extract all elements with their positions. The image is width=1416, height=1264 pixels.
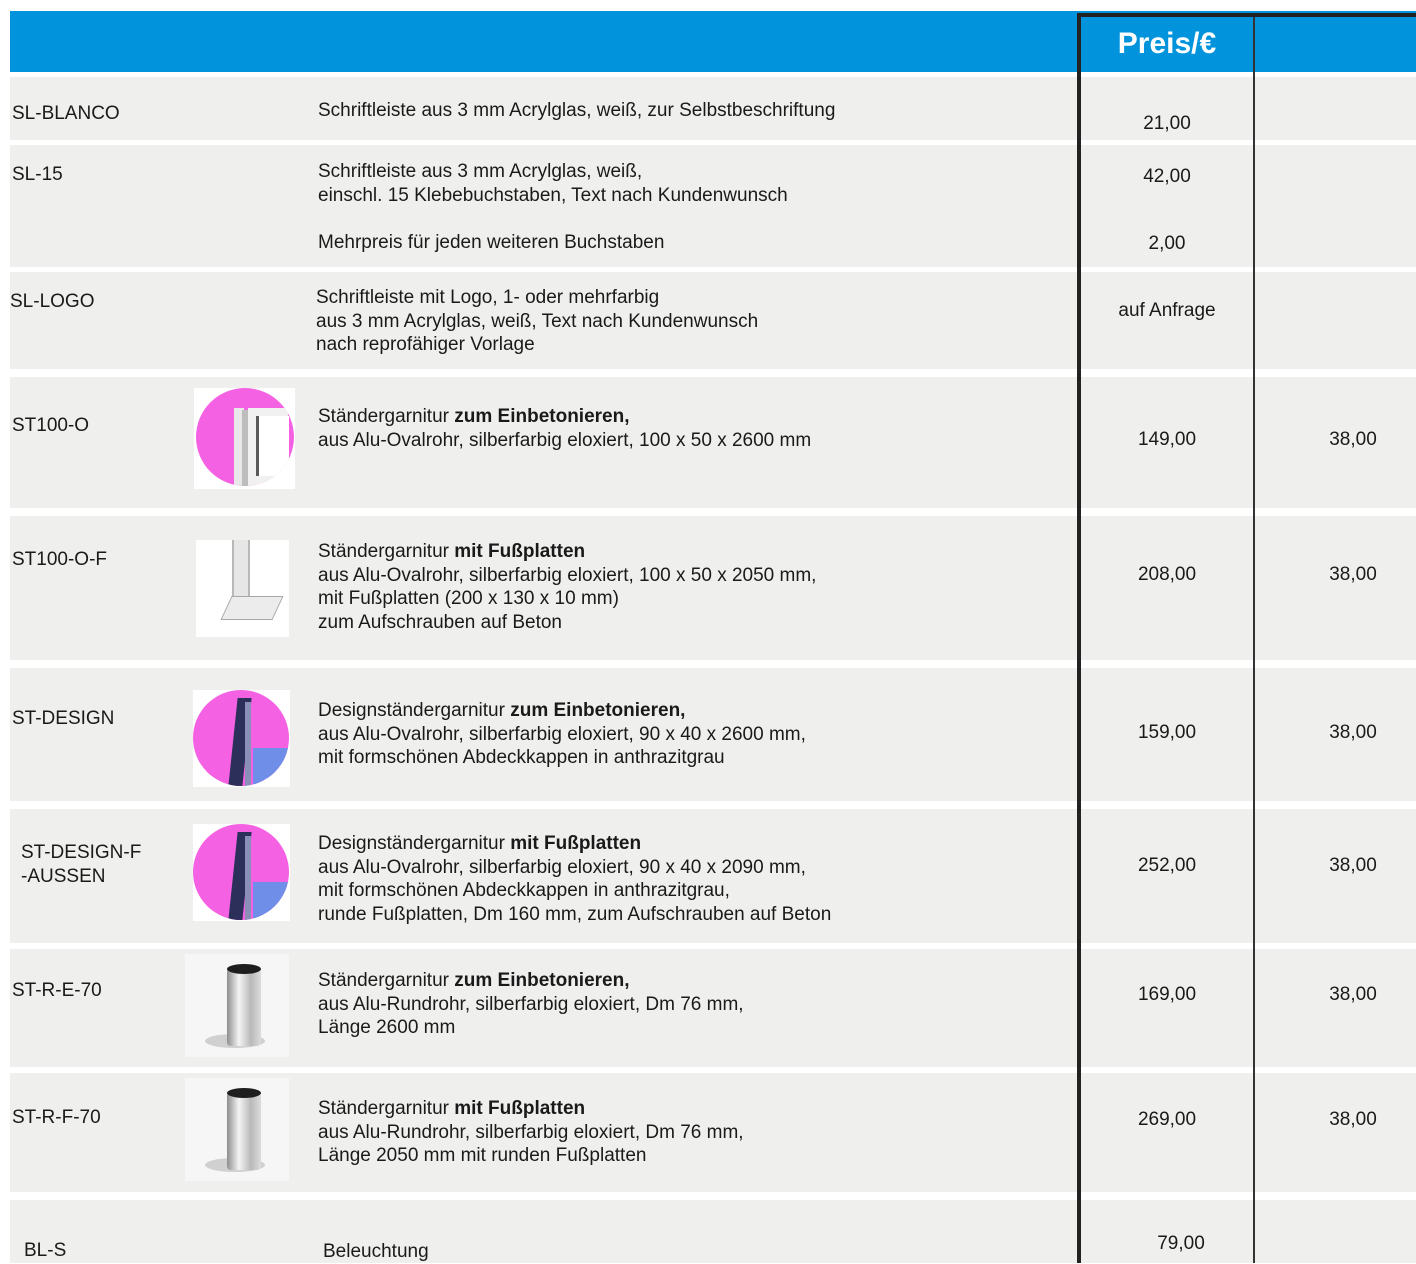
article-code: ST-DESIGN-F -AUSSEN — [21, 842, 142, 887]
extra-price: 38,00 — [1329, 564, 1377, 585]
article-price: 79,00 — [1157, 1233, 1205, 1254]
table-row — [10, 377, 1416, 508]
article-price: 42,00 — [1143, 166, 1191, 187]
table-row — [10, 668, 1416, 801]
article-code: ST100-O — [12, 415, 90, 436]
article-code: ST-DESIGN — [12, 708, 115, 729]
table-row — [10, 77, 1416, 140]
article-description: Ständergarnitur zum Einbetonieren, aus Alu-Ovalrohr, silberfarbig eloxiert, 100 x 50 x 2600 mm — [318, 406, 812, 451]
pink-design-post-icon — [193, 690, 289, 786]
article-description: Schriftleiste aus 3 mm Acrylglas, weiß, zur Selbstbeschriftung — [318, 100, 836, 121]
article-code: ST-R-E-70 — [12, 980, 102, 1001]
article-description: Designständergarnitur zum Einbetonieren, aus Alu-Ovalrohr, silberfarbig eloxiert, 90 x 40 x 2600 mm, mit formschönen Abdeckkappen in anthrazitgrau — [318, 700, 806, 768]
table-row — [10, 949, 1416, 1067]
table-row — [10, 272, 1416, 369]
article-price: 169,00 — [1137, 984, 1197, 1005]
extra-price: 38,00 — [1329, 429, 1377, 450]
article-description: Schriftleiste mit Logo, 1- oder mehrfarbig aus 3 mm Acrylglas, weiß, Text nach Kundenwunsch nach reprofähiger Vorlage — [316, 287, 759, 355]
article-price: 149,00 — [1137, 429, 1197, 450]
article-code: ST-R-F-70 — [12, 1107, 101, 1128]
extra-price: 38,00 — [1329, 855, 1377, 876]
product-image — [193, 690, 290, 787]
article-description: Schriftleiste aus 3 mm Acrylglas, weiß, einschl. 15 Klebebuchstaben, Text nach Kundenwunsch — [318, 161, 788, 206]
price-column-left-border — [1077, 13, 1081, 1263]
article-price: 269,00 — [1137, 1109, 1197, 1130]
table-row — [10, 809, 1416, 943]
table-row — [10, 516, 1416, 660]
table-row — [10, 145, 1416, 267]
article-price: 159,00 — [1137, 722, 1197, 743]
article-code: BL-S — [24, 1240, 67, 1261]
price-column-divider — [1253, 17, 1255, 1263]
article-price: 208,00 — [1137, 564, 1197, 585]
article-price: 21,00 — [1143, 113, 1191, 134]
article-description: Ständergarnitur mit Fußplatten aus Alu-Rundrohr, silberfarbig eloxiert, Dm 76 mm, Länge 2050 mm mit runden Fußplatten — [318, 1098, 744, 1166]
article-description: Beleuchtung — [323, 1241, 429, 1262]
article-price: 252,00 — [1137, 855, 1197, 876]
article-price: auf Anfrage — [1118, 300, 1216, 321]
article-code: SL-BLANCO — [12, 103, 120, 124]
table-row — [10, 1073, 1416, 1192]
pink-design-post-icon — [193, 824, 289, 920]
article-code: ST100-O-F — [12, 549, 108, 570]
extra-price: 38,00 — [1329, 984, 1377, 1005]
product-image — [193, 824, 290, 921]
product-image — [194, 388, 295, 489]
extra-price: 38,00 — [1329, 722, 1377, 743]
round-tube-icon — [185, 954, 289, 1057]
pink-round-post-icon — [196, 388, 294, 486]
article-description: Designständergarnitur mit Fußplatten aus Alu-Ovalrohr, silberfarbig eloxiert, 90 x 40 x 2090 mm, mit formschönen Abdeckkappen in anthrazitgrau, runde Fußplatten, Dm 160 mm, zum Aufschrauben auf Beton — [318, 833, 832, 925]
article-code: SL-15 — [12, 164, 63, 185]
table-row — [10, 1200, 1416, 1263]
surcharge-description: Mehrpreis für jeden weiteren Buchstaben — [318, 232, 665, 253]
article-code: SL-LOGO — [10, 291, 95, 312]
article-description: Ständergarnitur zum Einbetonieren, aus Alu-Rundrohr, silberfarbig eloxiert, Dm 76 mm, Länge 2600 mm — [318, 970, 744, 1038]
price-column-top-border — [1077, 13, 1416, 17]
extra-price: 38,00 — [1329, 1109, 1377, 1130]
round-tube-icon — [185, 1078, 289, 1181]
price-column-title: Preis/€ — [1117, 27, 1217, 60]
article-description: Ständergarnitur mit Fußplatten aus Alu-Ovalrohr, silberfarbig eloxiert, 100 x 50 x 2050 mm, mit Fußplatten (200 x 130 x 10 mm) zum Aufschrauben auf Beton — [318, 541, 817, 633]
post-baseplate-icon — [196, 540, 289, 637]
surcharge-price: 2,00 — [1148, 233, 1186, 254]
